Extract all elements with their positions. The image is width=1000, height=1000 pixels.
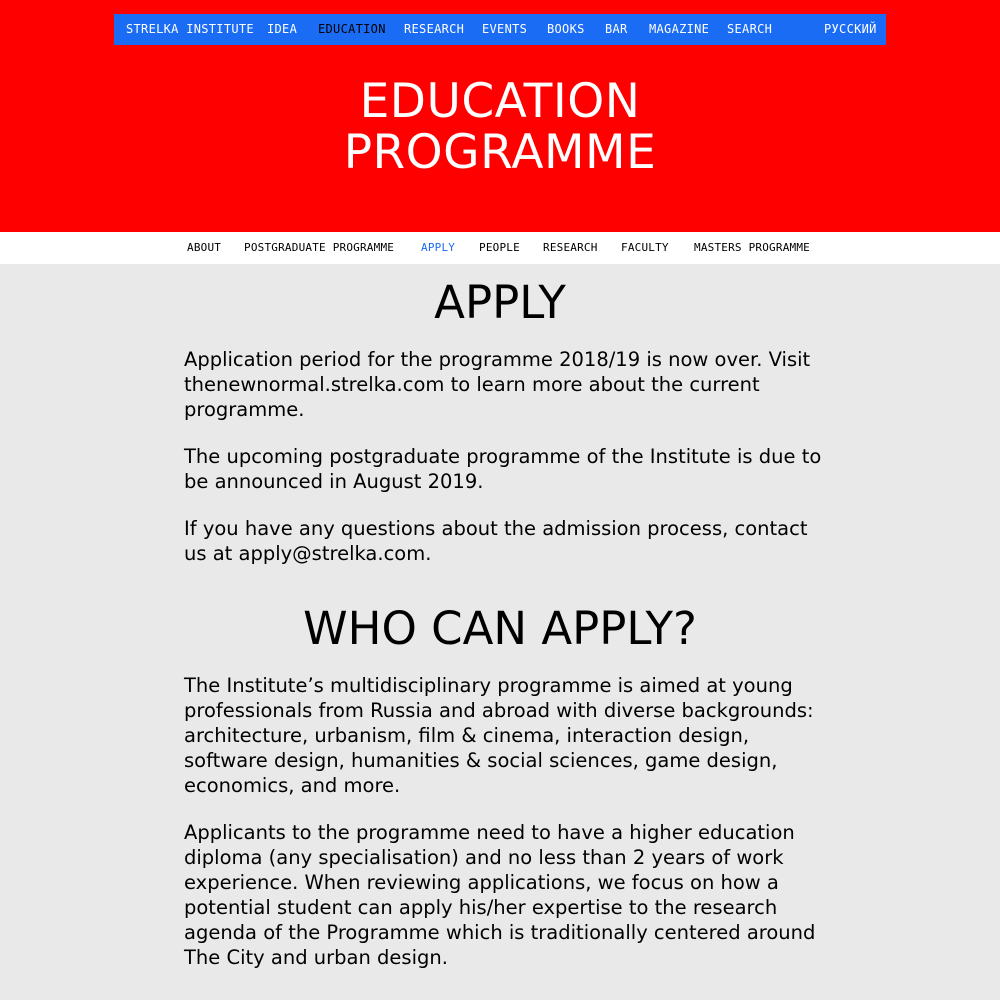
tab-people[interactable]: PEOPLE <box>479 241 520 254</box>
nav-strelka-institute[interactable]: STRELKA INSTITUTE <box>126 22 254 36</box>
nav-magazine[interactable]: MAGAZINE <box>649 22 710 36</box>
language-switch[interactable]: РУССКИЙ <box>824 22 877 36</box>
tab-about[interactable]: ABOUT <box>187 241 222 254</box>
page-title-line-1: EDUCATION <box>359 74 641 129</box>
tab-research[interactable]: RESEARCH <box>543 241 598 254</box>
nav-bar[interactable]: BAR <box>605 22 628 36</box>
who-paragraph: Applicants to the programme need to have a higher education diploma (any specialisation) and no less than 2 years of work experience. When reviewing applications, we focus on how a potential student can apply his/her expertise to the research agenda of the Programme which is traditionally centered around The City and urban design. <box>184 821 816 969</box>
apply-paragraph: If you have any questions about the admission process, contact us at apply@strelka.com. <box>184 517 808 565</box>
who-can-apply-heading: WHO CAN APPLY? <box>303 602 697 655</box>
search-link[interactable]: SEARCH <box>727 22 773 36</box>
tab-faculty[interactable]: FACULTY <box>621 241 669 254</box>
nav-education[interactable]: EDUCATION <box>318 22 386 36</box>
page-title <box>0 76 1000 178</box>
who-paragraph: The Institute’s multidisciplinary programme is aimed at young professionals from Russia and abroad with diverse backgrounds: architecture, urbanism, film & cinema, interaction design, software design, humanities & social sciences, game design, economics, and more. <box>184 674 814 797</box>
nav-events[interactable]: EVENTS <box>482 22 528 36</box>
apply-heading: APPLY <box>434 276 566 329</box>
nav-books[interactable]: BOOKS <box>547 22 585 36</box>
apply-paragraph: The upcoming postgraduate programme of the Institute is due to be announced in August 2019. <box>184 445 822 493</box>
nav-idea[interactable]: IDEA <box>267 22 298 36</box>
page-title-line-2: PROGRAMME <box>343 125 657 180</box>
tab-masters-programme[interactable]: MASTERS PROGRAMME <box>694 241 810 254</box>
tab-postgraduate-programme[interactable]: POSTGRADUATE PROGRAMME <box>244 241 395 254</box>
header <box>0 0 1000 232</box>
apply-paragraph: Application period for the programme 2018/19 is now over. Visit thenewnormal.strelka.com to learn more about the current programme. <box>184 348 811 421</box>
section-nav <box>0 232 1000 264</box>
top-nav <box>114 14 886 45</box>
tab-apply[interactable]: APPLY <box>421 241 456 254</box>
nav-research[interactable]: RESEARCH <box>404 22 465 36</box>
